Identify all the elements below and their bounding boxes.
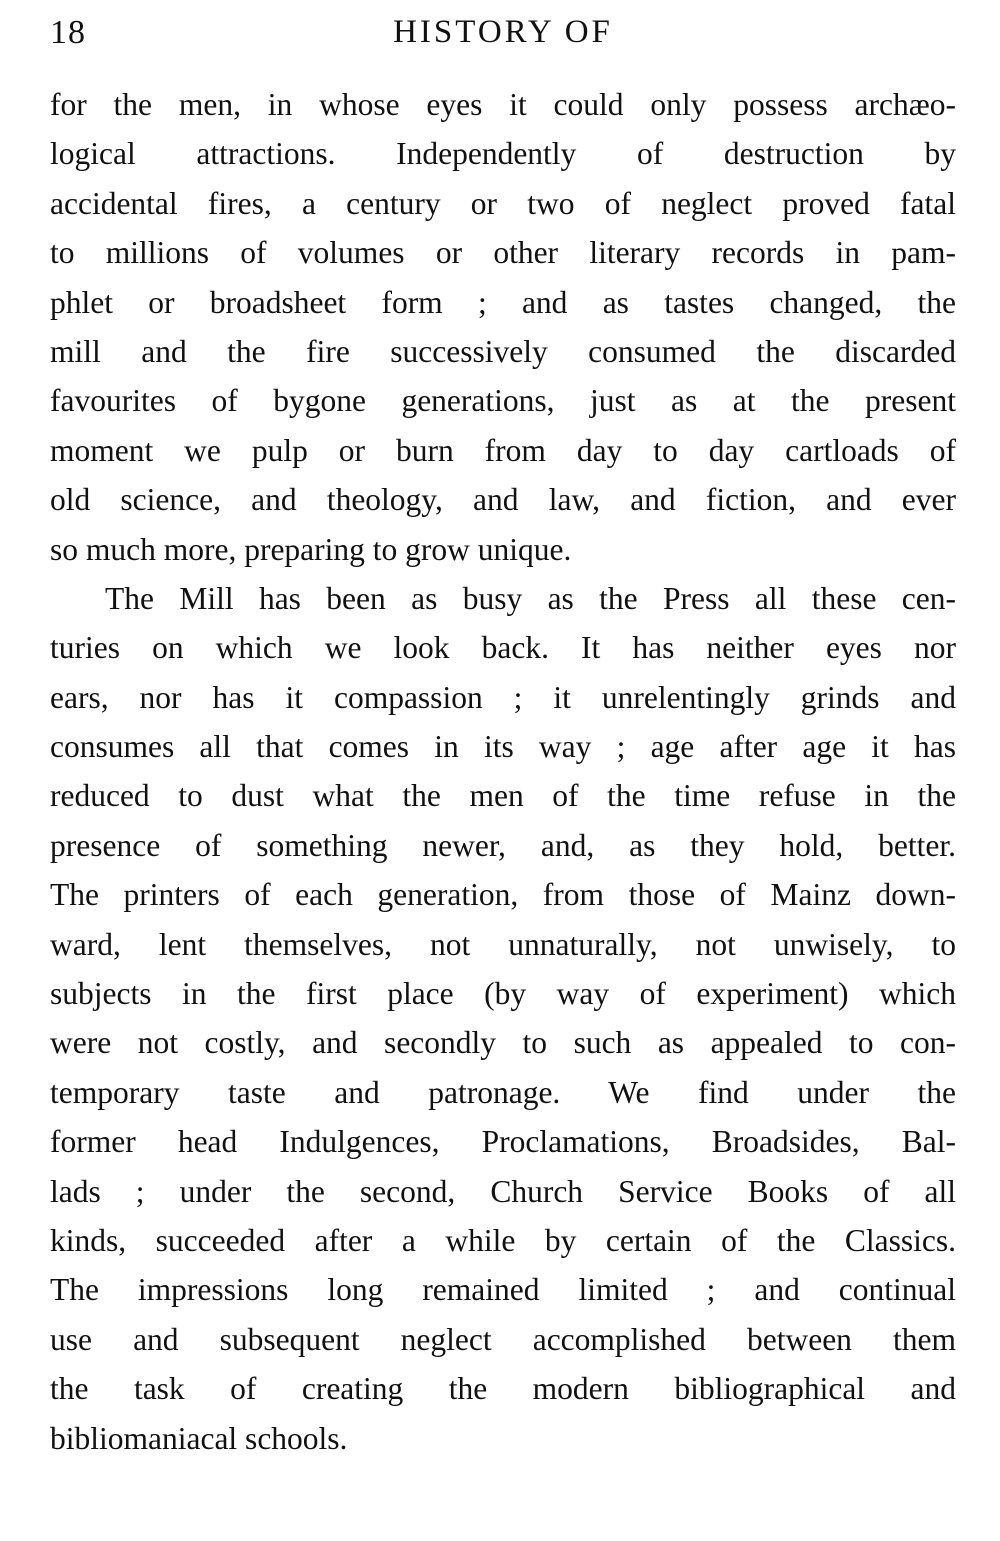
text-line: to millions of volumes or other literary records in pam- [50,235,956,271]
text-line: old science, and theology, and law, and fiction, and ever [50,482,956,518]
text-line: consumes all that comes in its way ; age after age it has [50,729,956,765]
text-line: for the men, in whose eyes it could only possess archæo- [50,87,956,122]
text-line: presence of something newer, and, as they hold, better. [50,827,956,863]
text-line: subjects in the first place (by way of experiment) which [50,976,956,1012]
text-line: temporary taste and patronage. We find under the [50,1074,956,1110]
text-line: accidental fires, a century or two of neglect proved fatal [50,185,956,221]
paragraph-1 [50,80,956,574]
page-number: 18 [50,14,86,51]
running-title: HISTORY OF [393,14,613,50]
text-line: former head Indulgences, Proclamations, Broadsides, Bal- [50,1124,956,1160]
text-line: The Mill has been as busy as the Press all these cen- [105,580,956,616]
text-line: use and subsequent neglect accomplished between them [50,1321,956,1357]
text-line: mill and the fire successively consumed the discarded [50,333,956,369]
text-line: the task of creating the modern bibliographical and [50,1371,956,1407]
running-head [50,14,956,60]
text-line: were not costly, and secondly to such as appealed to con- [50,1025,956,1061]
text-line: turies on which we look back. It has neither eyes nor [50,630,956,666]
text-line: The printers of each generation, from those of Mainz down- [50,877,956,913]
text-line: kinds, succeeded after a while by certain of the Classics. [50,1222,956,1258]
body-text [50,80,956,1463]
text-line: ears, nor has it compassion ; it unrelentingly grinds and [50,679,956,715]
paragraph-2 [50,574,956,1463]
text-line: The impressions long remained limited ; and continual [50,1272,956,1308]
text-line: lads ; under the second, Church Service Books of all [50,1173,956,1209]
text-line: favourites of bygone generations, just as at the present [50,383,956,419]
text-line: bibliomaniacal schools. [50,1420,348,1456]
text-line: reduced to dust what the men of the time refuse in the [50,778,956,814]
text-line: so much more, preparing to grow unique. [50,531,572,567]
text-line: moment we pulp or burn from day to day cartloads of [50,432,956,468]
text-line: logical attractions. Independently of destruction by [50,136,956,172]
text-line: ward, lent themselves, not unnaturally, not unwisely, to [50,926,956,962]
text-line: phlet or broadsheet form ; and as tastes changed, the [50,284,956,320]
